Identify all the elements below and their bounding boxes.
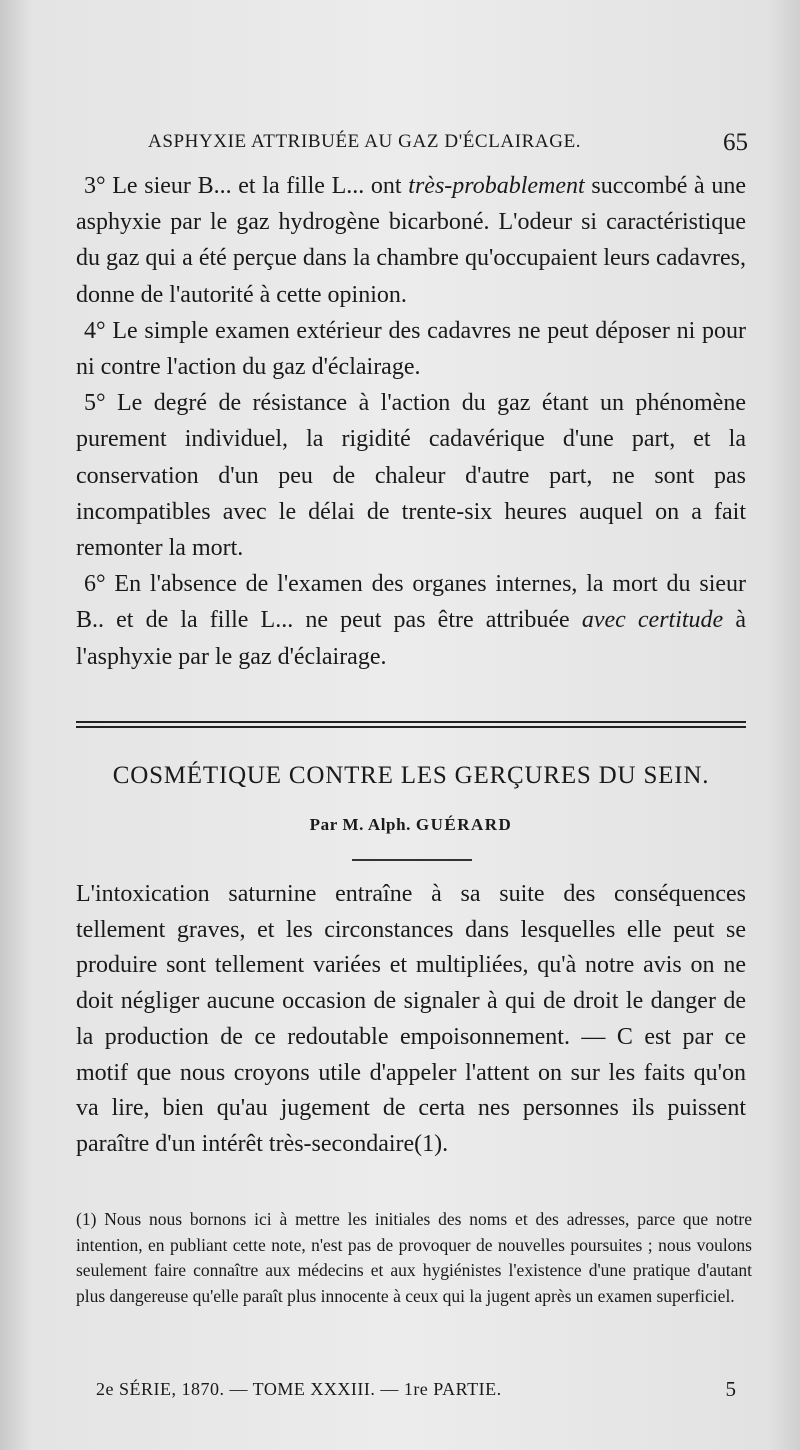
printer-signature	[96, 1379, 736, 1409]
article-byline	[76, 815, 746, 835]
conclusion-item-5: 5° Le degré de résistance à l'action du gaz étant un phénomène purement individuel, la rigidité cadavérique d'une part, et la conservation d'un peu de chaleur d'autre part, ne sont pas incompatibles avec le délai de trente-six heures auquel on a fait remonter la mort.	[76, 390, 746, 562]
conclusion-3-rest: succombé à une asphyxie par le gaz hydrogène bicarboné. L'odeur si caractéristique du gaz qui a été perçue dans la chambre qu'occupaient leurs cadavres, donne de l'autorité à cette opinion.	[76, 173, 746, 308]
conclusion-6-lead: 6° En l'absence de l'examen des organes internes, la mort du sieur B.. et de la fille L... ne peut pas être attribuée	[76, 571, 746, 634]
conclusion-6-rest: à l'asphyxie par le gaz d'éclairage.	[76, 607, 746, 670]
conclusion-3-emphasis: très-probablement	[408, 173, 585, 199]
title-underline	[352, 859, 472, 861]
byline-prefix: Par M. Alph.	[309, 815, 416, 834]
article-paragraph: L'intoxication saturnine entraîne à sa suite des conséquences tellement graves, et les circonstances dans lesquelles elle peut se produire sont tellement variées et multipliées, qu'à notre avis on ne doit négliger aucune occasion de signaler à qui de droit le danger de la production de ce redoutable empoisonnement. — C est par ce motif que nous croyons utile d'appeler l'attent on sur les faits qu'on va lire, bien qu'au jugement de certa nes personnes ils puissent paraître d'un intérêt très-secondaire(1).	[76, 881, 746, 1157]
conclusion-6-emphasis: avec certitude	[581, 607, 724, 634]
conclusions-section	[76, 168, 746, 675]
conclusion-item-6	[76, 566, 746, 675]
paper-blemish	[300, 45, 318, 53]
article-title: COSMÉTIQUE CONTRE LES GERÇURES DU SEIN.	[112, 762, 710, 789]
conclusion-item-4: 4° Le simple examen extérieur des cadavres ne peut déposer ni pour ni contre l'action du gaz d'éclairage.	[76, 317, 746, 381]
byline-author: GUÉRARD	[415, 815, 513, 834]
signature-mark: 5	[725, 1377, 736, 1401]
page-number: 65	[723, 129, 748, 156]
running-title: ASPHYXIE ATTRIBUÉE AU GAZ D'ÉCLAIRAGE.	[148, 131, 582, 152]
article-body	[76, 877, 746, 1163]
footnote	[76, 1207, 752, 1309]
conclusion-3-lead: 3° Le sieur B... et la fille L... ont	[84, 173, 409, 199]
running-header	[148, 131, 748, 161]
footnote-text: (1) Nous nous bornons ici à mettre les initiales des noms et des adresses, parce que notre intention, en publiant cette note, n'est pas de provoquer de nouvelles poursuites ; nous voulons seulement faire connaître aux médecins et aux hygiénistes l'existence d'une pratique d'autant plus dangereuse qu'elle paraît plus innocente à ceux qui la jugent après un examen superficiel.	[76, 1209, 752, 1306]
conclusion-item-3	[76, 168, 746, 313]
signature-line: 2e SÉRIE, 1870. — TOME XXXIII. — 1re PARTIE.	[96, 1379, 502, 1399]
section-divider	[76, 721, 746, 728]
